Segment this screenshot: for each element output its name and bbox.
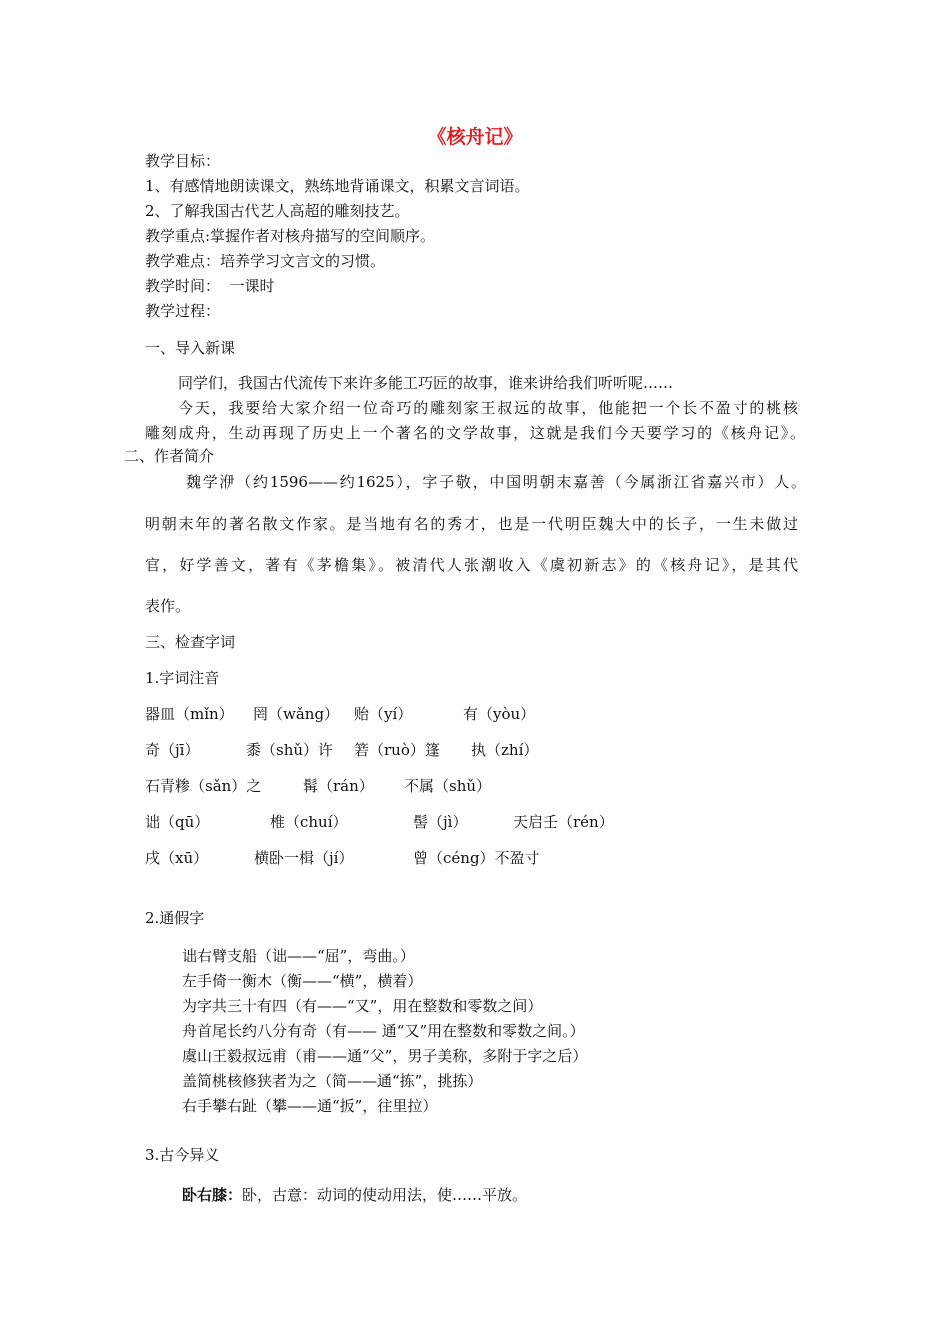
pinyin-item: 贻（yí） — [354, 705, 413, 723]
document-title: 《核舟记》 — [427, 126, 523, 148]
pinyin-item: 黍（shǔ）许 — [246, 741, 334, 759]
tongjia-item: 诎右臂支船（诎——“屈”，弯曲。） — [182, 947, 415, 965]
author-line-3: 官，好学善文，著有《茅檐集》。被清代人张潮收入《虞初新志》的《核舟记》，是其代 — [145, 556, 798, 574]
section-3-heading: 三、检查字词 — [145, 633, 236, 651]
pinyin-row — [145, 776, 905, 796]
pinyin-item: 不属（shǔ） — [404, 777, 492, 795]
key-point: 教学重点:掌握作者对核舟描写的空间顺序。 — [145, 227, 436, 245]
pinyin-item: 罔（wǎng） — [253, 705, 340, 723]
sub-heading-gujin: 3.古今异义 — [145, 1146, 220, 1164]
sub-heading-tongjia: 2.通假字 — [145, 909, 205, 927]
pinyin-item: 椎（chuí） — [270, 813, 348, 831]
sub-heading-pinyin: 1.字词注音 — [145, 669, 220, 687]
tongjia-item: 右手攀右趾（攀——通“扳”，往里拉） — [182, 1097, 438, 1115]
pinyin-item: 器皿（mǐn） — [145, 705, 234, 723]
gujin-term: 卧右膝： — [182, 1186, 243, 1204]
author-line-2: 明朝末年的著名散文作家。是当地有名的秀才，也是一代明臣魏大中的长子，一生未做过 — [145, 515, 798, 533]
section-1-para-2-line-2: 雕刻成舟，生动再现了历史上一个著名的文学故事，这就是我们今天要学习的《核舟记》。 — [145, 424, 805, 442]
tongjia-item: 盖简桃核修狭者为之（简——通“拣”，挑拣） — [182, 1072, 483, 1090]
pinyin-row — [145, 812, 905, 832]
pinyin-row — [145, 848, 905, 868]
section-1-para-2-line-1: 今天，我要给大家介绍一位奇巧的雕刻家王叔远的故事，他能把一个长不盈寸的桃核 — [178, 399, 798, 417]
pinyin-item: 石青糁（sǎn）之 — [145, 777, 262, 795]
pinyin-item: 髯（rán） — [303, 777, 374, 795]
author-line-1: 魏学洢（约1596——约1625），字子敬，中国明朝末嘉善（今属浙江省嘉兴市）人。 — [186, 473, 806, 491]
teaching-time: 教学时间： 一课时 — [145, 277, 275, 295]
tongjia-item: 左手倚一衡木（衡——“横”，横着） — [182, 972, 423, 990]
pinyin-row — [145, 740, 905, 760]
difficulty: 教学难点：培养学习文言文的习惯。 — [145, 252, 386, 270]
pinyin-item: 执（zhí） — [471, 741, 539, 759]
tongjia-item: 虞山王毅叔远甫（甫——通“父”，男子美称，多附于字之后） — [182, 1047, 588, 1065]
tongjia-item: 为字共三十有四（有——“又”，用在整数和零数之间） — [182, 997, 543, 1015]
pinyin-item: 天启壬（rén） — [513, 813, 614, 831]
goals-heading: 教学目标： — [145, 152, 221, 170]
pinyin-item: 曾（céng）不盈寸 — [413, 849, 540, 867]
goal-2: 2、了解我国古代艺人高超的雕刻技艺。 — [145, 202, 410, 220]
pinyin-item: 奇（jī） — [145, 741, 200, 759]
section-1-heading: 一、导入新课 — [145, 339, 236, 357]
pinyin-item: 横卧一楫（jí） — [254, 849, 354, 867]
section-2-heading: 二、作者简介 — [124, 447, 215, 465]
pinyin-item: 有（yòu） — [463, 705, 536, 723]
pinyin-item: 箬（ruò）篷 — [354, 741, 440, 759]
goal-1: 1、有感情地朗读课文，熟练地背诵课文，积累文言词语。 — [145, 177, 530, 195]
author-line-4: 表作。 — [145, 597, 191, 615]
gujin-entry — [182, 1185, 527, 1205]
pinyin-item: 诎（qū） — [145, 813, 210, 831]
pinyin-row — [145, 704, 905, 724]
tongjia-item: 舟首尾长约八分有奇（有—— 通“又”用在整数和零数之间。） — [182, 1022, 585, 1040]
pinyin-item: 髻（jì） — [413, 813, 468, 831]
gujin-text: 卧，古意：动词的使动用法，使……平放。 — [242, 1186, 528, 1204]
teaching-process: 教学过程： — [145, 302, 221, 320]
section-1-para-1: 同学们，我国古代流传下来许多能工巧匠的故事，谁来讲给我们听听呢…… — [178, 374, 674, 392]
pinyin-item: 戌（xū） — [145, 849, 209, 867]
